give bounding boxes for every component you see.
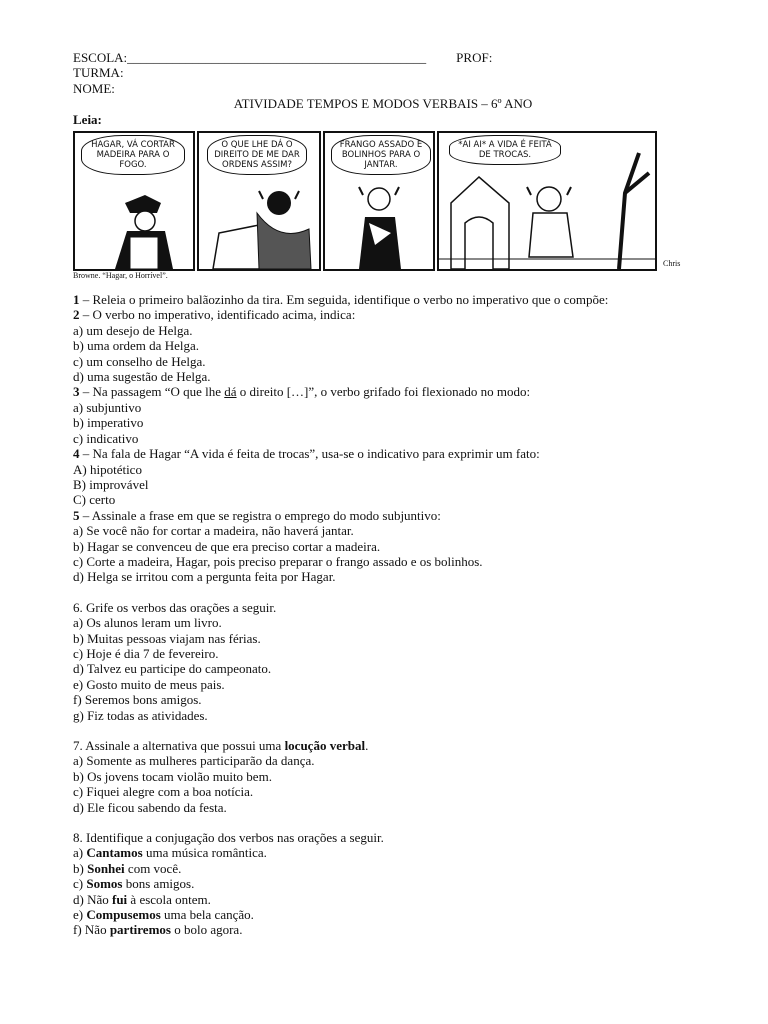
option: c) indicativo [73,430,139,446]
bold-verb: Sonhei [87,860,125,876]
option: a) um desejo de Helga. [73,322,193,338]
escola-field: ESCOLA:______________________________________________ [73,50,427,65]
bold-verb: Cantamos [86,845,143,861]
option [73,922,693,937]
hagar-standing-figure [325,133,433,269]
bold-verb: Compusemos [86,907,161,923]
prof-field: PROF: [456,50,493,65]
option: d) uma sugestão de Helga. [73,369,211,385]
hagar-walking-scene [439,133,655,269]
question-4 [73,446,693,461]
question-text-post: o direito […]”, o verbo grifado foi flexionado no modo: [236,384,531,400]
comic-credit-author: Chris [663,259,681,269]
question-number: 3 [73,384,80,400]
option-suffix: uma bela canção. [160,907,254,923]
option: c) Corte a madeira, Hagar, pois preciso preparar o frango assado e os bolinhos. [73,553,483,569]
question-number: 4 [73,446,80,462]
option: B) improvável [73,476,149,492]
option-suffix: bons amigos. [122,876,195,892]
option [73,907,693,922]
option: c) Fiquei alegre com a boa notícia. [73,784,254,800]
bold-term: locução verbal [284,738,366,753]
option: b) Os jovens tocam violão muito bem. [73,768,272,784]
bold-verb: partiremos [109,922,171,938]
bold-verb: fui [112,891,128,907]
worksheet [73,50,693,938]
option: f) Seremos bons amigos. [73,692,202,708]
hagar-sitting-figure [199,133,319,269]
comic-panel-2 [197,131,321,271]
option: a) Se você não for cortar a madeira, não haverá jantar. [73,523,354,539]
option [73,845,693,860]
speech-bubble-4: *AI AI* A VIDA É FEITA DE TROCAS. [449,135,561,165]
question-1 [73,292,693,307]
option: C) certo [73,492,116,508]
header-row-escola [73,50,693,65]
comic-panel-3 [323,131,435,271]
question-text: – Na fala de Hagar “A vida é feita de trocas”, usa-se o indicativo para exprimir um fato: [79,446,540,462]
question-text: – Assinale a frase em que se registra o emprego do modo subjuntivo: [79,507,441,523]
question-text-pre: 7. Assinale a alternativa que possui uma [73,738,285,753]
comic-credit-title: Browne. “Hagar, o Horrível”. [73,271,168,281]
option: c) um conselho de Helga. [73,353,206,369]
turma-field: TURMA: [73,65,124,81]
question-2 [73,307,693,322]
option-prefix: c) [73,876,87,892]
question-6: 6. Grife os verbos das orações a seguir. [73,599,277,615]
option [73,876,693,891]
question-3 [73,384,693,399]
option-suffix: à escola ontem. [127,891,211,907]
option: A) hipotético [73,461,142,477]
comic-panel-1 [73,131,195,271]
option: g) Fiz todas as atividades. [73,707,208,723]
option: a) subjuntivo [73,399,142,415]
option: a) Somente as mulheres participarão da dança. [73,753,315,769]
question-8: 8. Identifique a conjugação dos verbos nas orações a seguir. [73,830,384,846]
option: b) imperativo [73,415,144,431]
question-number: 1 [73,292,80,308]
bold-verb: Somos [86,876,123,892]
comic-strip [73,131,681,269]
option: e) Gosto muito de meus pais. [73,676,225,692]
page-title: ATIVIDADE TEMPOS E MODOS VERBAIS – 6º ANO [233,96,533,112]
question-text: – Releia o primeiro balãozinho da tira. Em seguida, identifique o verbo no imperativo que o compõe: [79,292,609,308]
option [73,861,693,876]
option-prefix: a) [73,845,87,861]
speech-bubble-1: HAGAR, VÁ CORTAR MADEIRA PARA O FOGO. [81,135,185,175]
question-7 [73,738,693,753]
question-5 [73,508,693,523]
underlined-verb: dá [224,384,237,400]
option-prefix: e) [73,907,87,923]
option-prefix: d) Não [73,891,112,907]
question-number: 5 [73,507,80,523]
question-text: – O verbo no imperativo, identificado acima, indica: [79,307,356,323]
speech-bubble-2: O QUE LHE DÁ O DIREITO DE ME DAR ORDENS ASSIM? [207,135,307,175]
option: b) Hagar se convenceu de que era preciso cortar a madeira. [73,538,381,554]
option-prefix: f) Não [73,922,110,938]
option: d) Talvez eu participe do campeonato. [73,661,272,677]
comic-panel-4 [437,131,657,271]
leia-label: Leia: [73,111,102,127]
option-suffix: com você. [124,860,182,876]
question-number: 2 [73,307,80,323]
option-suffix: o bolo agora. [170,922,243,938]
option: c) Hoje é dia 7 de fevereiro. [73,645,219,661]
option: a) Os alunos leram um livro. [73,615,222,631]
question-text-post: . [365,738,369,753]
option: b) Muitas pessoas viajam nas férias. [73,630,261,646]
speech-bubble-3: FRANGO ASSADO E BOLINHOS PARA O JANTAR. [331,135,431,175]
option: d) Helga se irritou com a pergunta feita por Hagar. [73,569,336,585]
nome-field: NOME: [73,80,115,96]
option-prefix: b) [73,860,88,876]
option [73,892,693,907]
option-suffix: uma música romântica. [142,845,267,861]
option: d) Ele ficou sabendo da festa. [73,799,227,815]
question-text-pre: – Na passagem “O que lhe [79,384,225,400]
option: b) uma ordem da Helga. [73,338,199,354]
helga-figure [75,133,193,269]
